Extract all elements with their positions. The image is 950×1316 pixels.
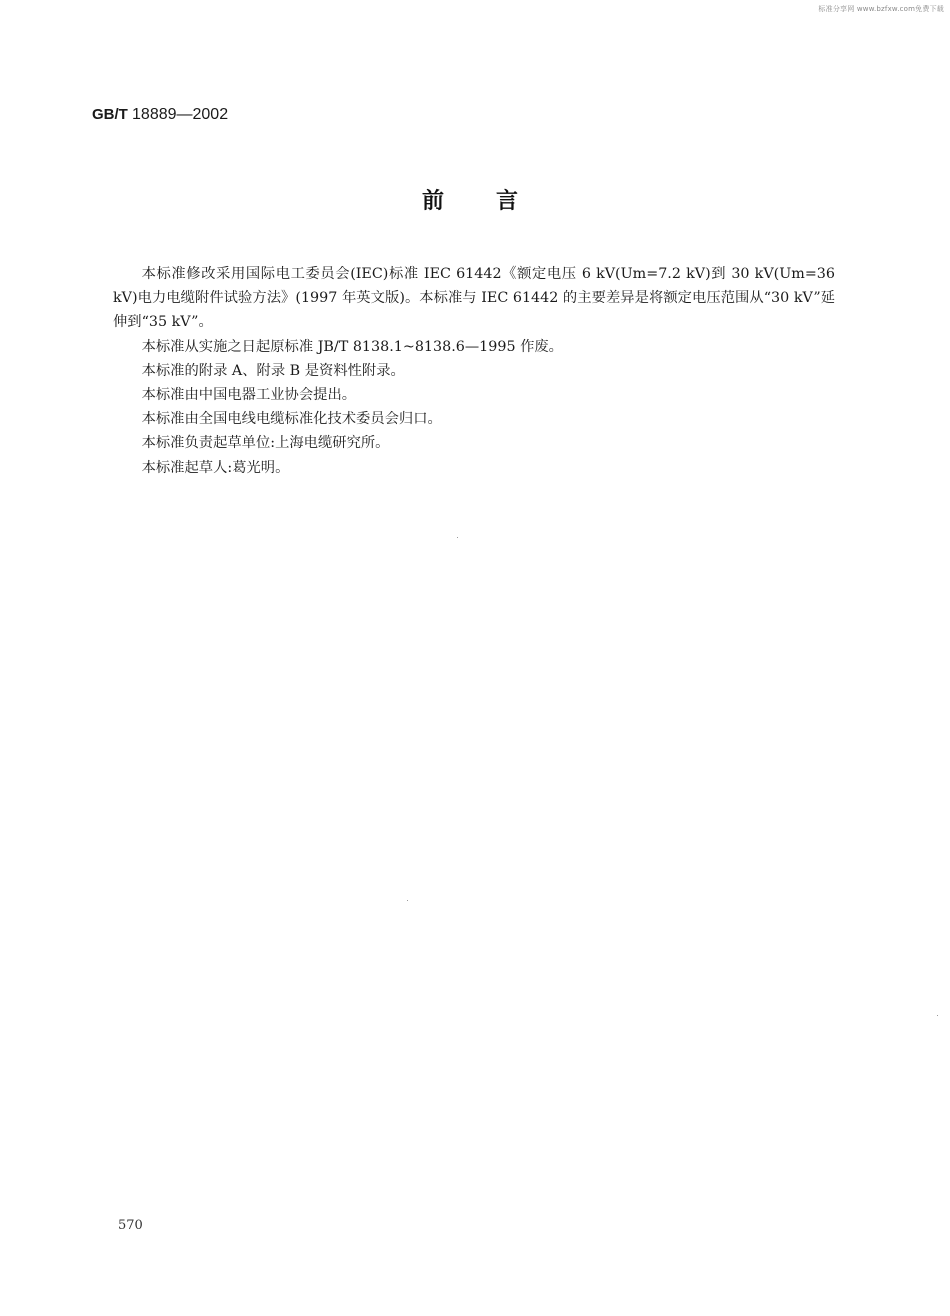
standard-code <box>92 106 228 124</box>
paragraph-technical-committee: 本标准由全国电线电缆标准化技术委员会归口。 <box>141 411 442 428</box>
paragraph-appendix: 本标准的附录 A、附录 B 是资料性附录。 <box>141 362 405 379</box>
foreword-body <box>113 262 835 480</box>
standard-number: 18889—2002 <box>132 106 229 123</box>
site-watermark: 标准分享网 www.bzfxw.com免费下载 <box>818 5 944 13</box>
page-number: 570 <box>118 1218 143 1233</box>
paragraph-adoption: 本标准修改采用国际电工委员会(IEC)标准 IEC 61442《额定电压 6 kV(Um=7.2 kV)到 30 kV(Um=36 kV)电力电缆附件试验方法》(1997 年英文版)。本标准与 IEC 61442 的主要差异是将额定电压范围从“30 kV”延伸到“35 kV”。 <box>113 266 835 331</box>
paragraph-proposer: 本标准由中国电器工业协会提出。 <box>141 387 357 404</box>
scan-speck <box>407 900 408 901</box>
scan-speck <box>457 537 458 538</box>
scan-speck <box>937 1015 938 1016</box>
paragraph-drafter: 本标准起草人:葛光明。 <box>141 459 290 476</box>
paragraph-supersede: 本标准从实施之日起原标准 JB/T 8138.1~8138.6—1995 作废。 <box>141 338 563 355</box>
page-title: 前言 <box>421 189 570 214</box>
standard-prefix: GB/T <box>92 106 128 123</box>
paragraph-drafting-unit: 本标准负责起草单位:上海电缆研究所。 <box>141 435 390 452</box>
